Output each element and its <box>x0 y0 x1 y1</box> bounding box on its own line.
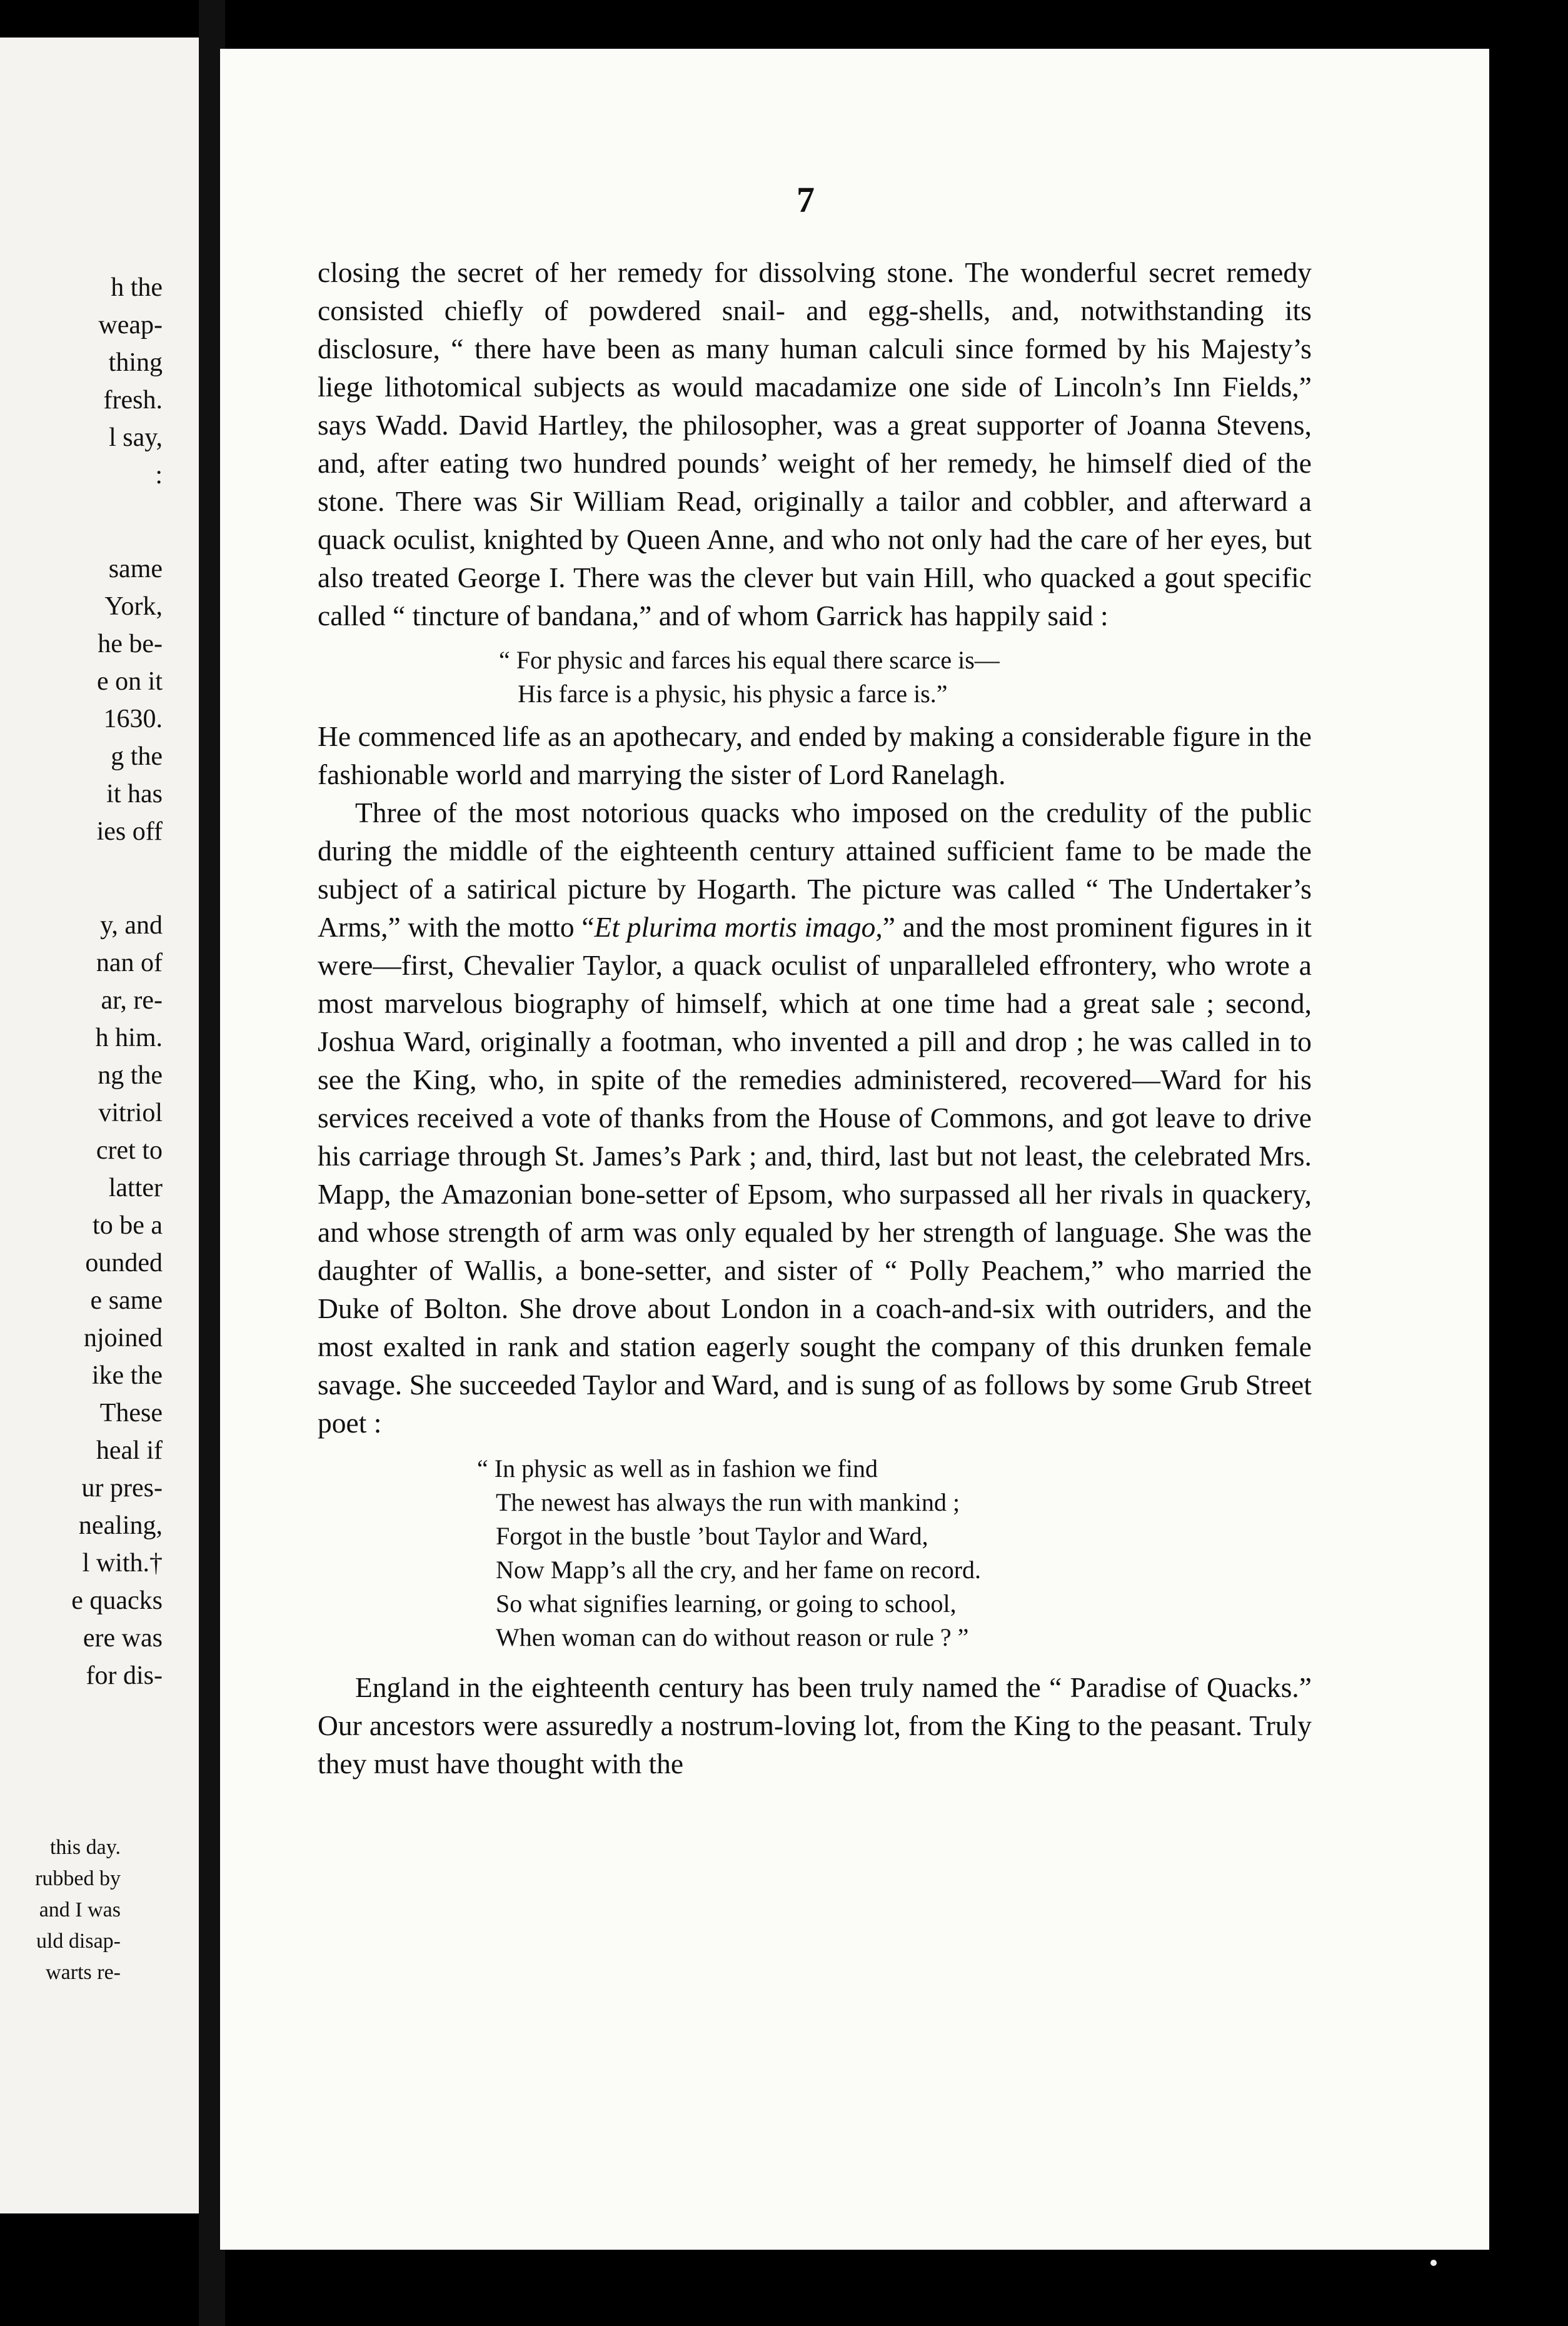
paragraph: England in the eighteenth century has been truly named the “ Paradise of Quacks.” Our ancestors were assuredly a nostrum-loving lot, from the King to the peasant. Truly they must have thought with the <box>318 1671 1312 1780</box>
paragraph-text: Three of the most notorious quacks who imposed on the credulity of the public during the middle of the eighteenth century attained sufficient fame to be made the subject of a satirical picture by Hogarth. The picture was called “ The Undertaker’s Arms,” with the motto “ <box>318 797 1312 943</box>
text-gap <box>0 850 199 907</box>
footnote-fragment: uld disap- <box>36 1930 121 1953</box>
text-fragment: These <box>99 1399 163 1427</box>
text-fragment: latter <box>108 1174 163 1202</box>
page-number: 7 <box>797 179 815 220</box>
text-fragment: it has <box>106 780 163 808</box>
text-fragment: ere was <box>83 1624 163 1653</box>
text-fragment: y, and <box>100 911 163 940</box>
text-fragment: : <box>155 461 163 490</box>
text-fragment: he be- <box>98 630 163 658</box>
text-fragment: same <box>108 555 163 583</box>
quoted-verse <box>318 1452 1312 1654</box>
text-fragment: nan of <box>96 949 163 977</box>
verse-line: “ For physic and farces his equal there scarce is— <box>499 646 1000 674</box>
text-fragment: ies off <box>96 817 163 846</box>
text-fragment: h him. <box>95 1024 163 1052</box>
verse-line: So what signifies learning, or going to school, <box>496 1589 957 1618</box>
text-fragment: h the <box>111 273 163 302</box>
text-fragment: e quacks <box>71 1586 163 1615</box>
latin-motto: Et plurima mortis imago, <box>594 911 883 943</box>
footnote-fragment: this day. <box>49 1836 121 1859</box>
text-fragment: e on it <box>97 667 163 696</box>
verse-line: When woman can do without reason or rule ? ” <box>496 1623 969 1651</box>
text-fragment: g the <box>111 742 163 771</box>
facing-page <box>0 38 199 2213</box>
text-fragment: njoined <box>84 1324 163 1352</box>
facing-page-footnote-fragments <box>0 1832 199 1988</box>
text-fragment: nealing, <box>78 1511 163 1540</box>
text-fragment: ounded <box>85 1249 163 1277</box>
text-fragment: ike the <box>91 1361 163 1390</box>
text-fragment: vitriol <box>98 1099 163 1127</box>
verse-line: Forgot in the bustle ’bout Taylor and Ward, <box>496 1522 928 1550</box>
text-fragment: ng the <box>98 1061 163 1090</box>
footnote-fragment: rubbed by <box>35 1867 121 1890</box>
footnote-fragment: and I was <box>39 1898 121 1921</box>
scan-speck <box>1430 2260 1437 2266</box>
verse-line: The newest has always the run with mankind ; <box>496 1488 960 1516</box>
verse-line: Now Mapp’s all the cry, and her fame on record. <box>496 1556 982 1584</box>
text-fragment: fresh. <box>103 386 163 415</box>
text-fragment: 1630. <box>103 705 163 733</box>
paragraph: closing the secret of her remedy for dissolving stone. The wonderful secret remedy consisted chiefly of powdered snail- and egg-shells, and, notwithstanding its disclosure, “ there have been as many human calculi since formed by his Majesty’s liege lithotomical subjects as would macadamize one side of Lincoln’s Inn Fields,” says Wadd. David Hartley, the philosopher, was a great supporter of Joanna Stevens, and, after eating two hundred pounds’ weight of her remedy, he himself died of the stone. There was Sir William Read, originally a tailor and cobbler, and afterward a quack oculist, knighted by Queen Anne, and who not only had the care of her eyes, but also treated George I. There was the clever but vain Hill, who quacked a gout specific called “ tincture of bandana,” and of whom Garrick has happily said : <box>318 256 1312 632</box>
paragraph: He commenced life as an apothecary, and ended by making a considerable figure in the fashionable world and marrying the sister of Lord Ranelagh. <box>318 720 1312 790</box>
text-fragment: e same <box>90 1286 163 1315</box>
footnote-fragment: warts re- <box>46 1961 121 1984</box>
quoted-verse <box>318 643 1312 711</box>
text-fragment: cret to <box>96 1136 163 1165</box>
text-fragment: to be a <box>93 1211 163 1240</box>
text-fragment: heal if <box>96 1436 163 1465</box>
text-fragment: thing <box>108 348 163 377</box>
verse-line: “ In physic as well as in fashion we find <box>477 1454 878 1483</box>
paragraph <box>318 793 1312 1442</box>
scan-speck <box>1294 2256 1303 2265</box>
text-fragment: l with.† <box>82 1549 163 1578</box>
text-fragment: weap- <box>98 311 163 340</box>
verse-line: His farce is a physic, his physic a farce is.” <box>518 680 948 708</box>
facing-page-text-fragments <box>0 269 199 1694</box>
text-fragment: ar, re- <box>101 986 163 1015</box>
text-fragment: for dis- <box>86 1661 163 1690</box>
text-fragment: l say, <box>109 423 163 452</box>
text-fragment: York, <box>104 592 163 621</box>
page-body <box>318 253 1312 1783</box>
text-gap <box>0 494 199 550</box>
text-fragment: ur pres- <box>81 1474 163 1503</box>
paragraph-text: ” and the most prominent figures in it were—first, Chevalier Taylor, a quack oculist of unparalleled effrontery, who wrote a most marvelous biography of himself, which at one time had a great sale ; second, Joshua Ward, originally a footman, who invented a pill and drop ; he was called in to see the King, who, in spite of the remedies administered, recovered—Ward for his services received a vote of thanks from the House of Commons, and got leave to drive his carriage through St. James’s Park ; and, third, last but not least, the celebrated Mrs. Mapp, the Amazonian bone-setter of Epsom, who surpassed all her rivals in quackery, and whose strength of arm was only equaled by her strength of language. She was the daughter of Wallis, a bone-setter, and sister of “ Polly Peachem,” who married the Duke of Bolton. She drove about London in a coach-and-six with outriders, and the most exalted in rank and station eagerly sought the company of this drunken female savage. She succeeded Taylor and Ward, and is sung of as follows by some Grub Street poet : <box>318 911 1312 1439</box>
